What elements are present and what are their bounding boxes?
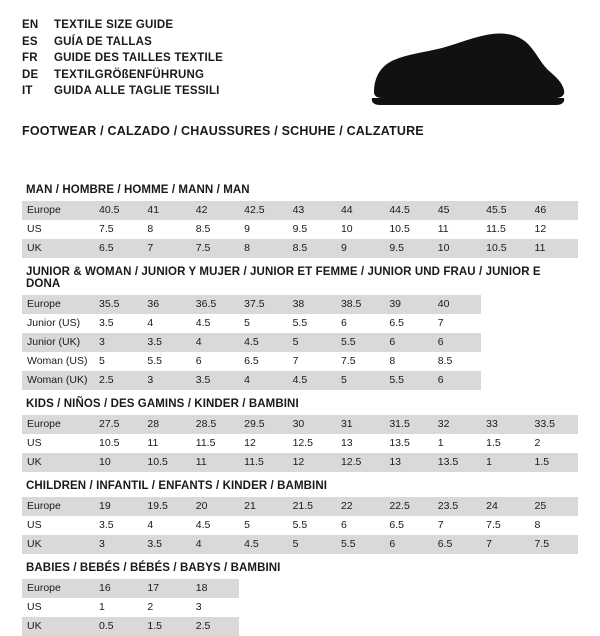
empty-cell — [530, 617, 578, 636]
language-row — [22, 68, 223, 84]
size-cell: 30 — [288, 415, 336, 434]
size-cell: 16 — [94, 579, 142, 598]
table-row — [22, 239, 578, 258]
empty-cell — [433, 617, 481, 636]
table-row — [22, 295, 578, 314]
document-header — [22, 16, 578, 110]
row-label: Junior (UK) — [22, 333, 94, 352]
size-section — [22, 180, 578, 258]
size-cell: 21 — [239, 497, 287, 516]
empty-cell — [288, 617, 336, 636]
language-title: GUIDE DES TAILLES TEXTILE — [54, 52, 223, 64]
size-cell: 33 — [481, 415, 529, 434]
size-cell: 7 — [481, 535, 529, 554]
size-cell: 4 — [191, 333, 239, 352]
size-cell: 45 — [433, 201, 481, 220]
row-label: UK — [22, 535, 94, 554]
size-cell: 38.5 — [336, 295, 384, 314]
size-cell: 5 — [239, 516, 287, 535]
size-cell: 12 — [530, 220, 578, 239]
empty-cell — [530, 579, 578, 598]
size-cell: 5.5 — [288, 314, 336, 333]
size-cell: 7 — [288, 352, 336, 371]
empty-cell — [530, 371, 578, 390]
row-label: Europe — [22, 497, 94, 516]
row-label: Europe — [22, 201, 94, 220]
size-cell: 13 — [336, 434, 384, 453]
size-cell: 6.5 — [239, 352, 287, 371]
size-cell: 4 — [191, 535, 239, 554]
size-cell: 8 — [142, 220, 190, 239]
size-cell: 11.5 — [191, 434, 239, 453]
empty-cell — [481, 352, 529, 371]
size-cell: 5.5 — [384, 371, 432, 390]
table-row — [22, 352, 578, 371]
size-cell: 9 — [336, 239, 384, 258]
size-cell: 42.5 — [239, 201, 287, 220]
size-cell: 36.5 — [191, 295, 239, 314]
language-code: ES — [22, 35, 38, 48]
empty-cell — [530, 352, 578, 371]
row-label: UK — [22, 453, 94, 472]
size-cell: 18 — [191, 579, 239, 598]
size-cell: 44.5 — [384, 201, 432, 220]
section-title: KIDS / NIÑOS / DES GAMINS / KINDER / BAMBINI — [26, 398, 299, 410]
row-label: US — [22, 598, 94, 617]
empty-cell — [336, 598, 384, 617]
size-cell: 3.5 — [94, 314, 142, 333]
size-section — [22, 262, 578, 390]
size-cell: 4 — [142, 516, 190, 535]
table-row — [22, 201, 578, 220]
section-title: MAN / HOMBRE / HOMME / MANN / MAN — [26, 184, 250, 196]
size-cell: 25 — [530, 497, 578, 516]
size-section — [22, 394, 578, 472]
size-cell: 10 — [433, 239, 481, 258]
table-row — [22, 314, 578, 333]
size-cell: 33.5 — [530, 415, 578, 434]
size-table — [22, 579, 578, 636]
row-label: Junior (US) — [22, 314, 94, 333]
section-title: JUNIOR & WOMAN / JUNIOR Y MUJER / JUNIOR ET FEMME / JUNIOR UND FRAU / JUNIOR E DONA — [26, 266, 541, 290]
size-cell: 42 — [191, 201, 239, 220]
size-cell: 6.5 — [94, 239, 142, 258]
size-cell: 1 — [433, 434, 481, 453]
size-cell: 4.5 — [191, 516, 239, 535]
empty-cell — [384, 579, 432, 598]
size-cell: 8.5 — [288, 239, 336, 258]
language-code: DE — [22, 68, 39, 81]
size-cell: 7.5 — [94, 220, 142, 239]
language-row — [22, 18, 223, 34]
language-row — [22, 35, 223, 51]
table-row — [22, 516, 578, 535]
language-code: EN — [22, 19, 39, 31]
size-cell: 5 — [288, 535, 336, 554]
size-cell: 19 — [94, 497, 142, 516]
category-line: FOOTWEAR / CALZADO / CHAUSSURES / SCHUHE / CALZATURE — [22, 124, 424, 138]
language-title: GUÍA DE TALLAS — [54, 35, 152, 48]
size-cell: 10.5 — [94, 434, 142, 453]
size-sections — [22, 180, 578, 636]
size-cell: 1.5 — [530, 453, 578, 472]
size-cell: 13 — [384, 453, 432, 472]
size-section — [22, 558, 578, 636]
empty-cell — [336, 579, 384, 598]
size-cell: 6 — [191, 352, 239, 371]
table-row — [22, 535, 578, 554]
size-cell: 4.5 — [239, 333, 287, 352]
size-cell: 12.5 — [336, 453, 384, 472]
size-cell: 1.5 — [142, 617, 190, 636]
table-row — [22, 598, 578, 617]
size-cell: 5 — [288, 333, 336, 352]
size-cell: 5.5 — [142, 352, 190, 371]
empty-cell — [530, 598, 578, 617]
size-cell: 3.5 — [142, 535, 190, 554]
size-cell: 10 — [94, 453, 142, 472]
size-cell: 8 — [530, 516, 578, 535]
size-cell: 8 — [384, 352, 432, 371]
size-cell: 9.5 — [384, 239, 432, 258]
size-cell: 8 — [239, 239, 287, 258]
table-row — [22, 579, 578, 598]
size-cell: 11 — [142, 434, 190, 453]
language-row — [22, 84, 223, 100]
empty-cell — [481, 333, 529, 352]
size-cell: 5.5 — [336, 535, 384, 554]
table-row — [22, 453, 578, 472]
size-cell: 4.5 — [239, 535, 287, 554]
size-cell: 1 — [94, 598, 142, 617]
size-table — [22, 497, 578, 554]
size-cell: 6 — [433, 371, 481, 390]
size-cell: 4.5 — [288, 371, 336, 390]
size-cell: 10.5 — [142, 453, 190, 472]
empty-cell — [530, 333, 578, 352]
size-cell: 31 — [336, 415, 384, 434]
size-cell: 6 — [433, 333, 481, 352]
size-cell: 3 — [191, 598, 239, 617]
row-label: Europe — [22, 295, 94, 314]
size-cell: 7 — [433, 516, 481, 535]
size-cell: 20 — [191, 497, 239, 516]
size-cell: 22 — [336, 497, 384, 516]
size-cell: 9.5 — [288, 220, 336, 239]
empty-cell — [384, 617, 432, 636]
size-cell: 22.5 — [384, 497, 432, 516]
size-cell: 28.5 — [191, 415, 239, 434]
table-row — [22, 497, 578, 516]
empty-cell — [239, 598, 287, 617]
size-table — [22, 295, 578, 390]
size-cell: 3.5 — [191, 371, 239, 390]
empty-cell — [530, 295, 578, 314]
size-cell: 46 — [530, 201, 578, 220]
empty-cell — [481, 295, 529, 314]
section-title: BABIES / BEBÉS / BÉBÉS / BABYS / BAMBINI — [26, 562, 281, 574]
language-code: IT — [22, 85, 33, 97]
size-cell: 3.5 — [142, 333, 190, 352]
row-label: Woman (UK) — [22, 371, 94, 390]
size-cell: 3 — [94, 333, 142, 352]
row-label: UK — [22, 239, 94, 258]
size-cell: 6.5 — [384, 516, 432, 535]
size-cell: 27.5 — [94, 415, 142, 434]
size-cell: 5.5 — [336, 333, 384, 352]
size-cell: 6 — [384, 333, 432, 352]
row-label: US — [22, 220, 94, 239]
size-cell: 40 — [433, 295, 481, 314]
size-cell: 9 — [239, 220, 287, 239]
language-code: FR — [22, 52, 38, 64]
size-cell: 7 — [142, 239, 190, 258]
size-cell: 6 — [336, 314, 384, 333]
empty-cell — [239, 617, 287, 636]
size-cell: 7.5 — [336, 352, 384, 371]
size-cell: 11 — [191, 453, 239, 472]
language-title: GUIDA ALLE TAGLIE TESSILI — [54, 85, 220, 97]
size-cell: 2 — [530, 434, 578, 453]
size-cell: 10 — [336, 220, 384, 239]
size-cell: 44 — [336, 201, 384, 220]
size-cell: 7.5 — [481, 516, 529, 535]
size-cell: 11.5 — [481, 220, 529, 239]
size-cell: 6.5 — [384, 314, 432, 333]
size-cell: 11.5 — [239, 453, 287, 472]
size-cell: 1.5 — [481, 434, 529, 453]
empty-cell — [481, 579, 529, 598]
size-cell: 8.5 — [191, 220, 239, 239]
language-row — [22, 51, 223, 67]
row-label: Woman (US) — [22, 352, 94, 371]
row-label: Europe — [22, 415, 94, 434]
size-cell: 8.5 — [433, 352, 481, 371]
size-cell: 35.5 — [94, 295, 142, 314]
language-title: TEXTILGRÖßENFÜHRUNG — [54, 68, 205, 81]
size-cell: 4 — [142, 314, 190, 333]
size-cell: 45.5 — [481, 201, 529, 220]
empty-cell — [433, 579, 481, 598]
size-cell: 29.5 — [239, 415, 287, 434]
size-cell: 1 — [481, 453, 529, 472]
size-cell: 40.5 — [94, 201, 142, 220]
size-cell: 39 — [384, 295, 432, 314]
empty-cell — [384, 598, 432, 617]
size-cell: 0.5 — [94, 617, 142, 636]
table-row — [22, 415, 578, 434]
empty-cell — [433, 598, 481, 617]
size-cell: 12 — [288, 453, 336, 472]
size-cell: 24 — [481, 497, 529, 516]
size-cell: 4 — [239, 371, 287, 390]
size-cell: 17 — [142, 579, 190, 598]
size-cell: 38 — [288, 295, 336, 314]
size-table — [22, 415, 578, 472]
section-title: CHILDREN / INFANTIL / ENFANTS / KINDER / BAMBINI — [26, 480, 328, 492]
empty-cell — [481, 617, 529, 636]
empty-cell — [481, 371, 529, 390]
size-cell: 23.5 — [433, 497, 481, 516]
size-cell: 37.5 — [239, 295, 287, 314]
size-cell: 10.5 — [481, 239, 529, 258]
size-cell: 2.5 — [191, 617, 239, 636]
size-cell: 4.5 — [191, 314, 239, 333]
size-cell: 13.5 — [433, 453, 481, 472]
size-cell: 6 — [384, 535, 432, 554]
size-cell: 12.5 — [288, 434, 336, 453]
dress-shoe-icon — [368, 32, 568, 110]
size-cell: 6.5 — [433, 535, 481, 554]
size-cell: 36 — [142, 295, 190, 314]
empty-cell — [336, 617, 384, 636]
size-cell: 2.5 — [94, 371, 142, 390]
size-cell: 7.5 — [191, 239, 239, 258]
empty-cell — [239, 579, 287, 598]
row-label: US — [22, 434, 94, 453]
size-cell: 5 — [336, 371, 384, 390]
size-cell: 12 — [239, 434, 287, 453]
size-cell: 7 — [433, 314, 481, 333]
empty-cell — [481, 314, 529, 333]
row-label: UK — [22, 617, 94, 636]
language-title-list — [22, 16, 223, 100]
size-cell: 11 — [433, 220, 481, 239]
size-cell: 7.5 — [530, 535, 578, 554]
size-cell: 3.5 — [94, 516, 142, 535]
size-table — [22, 201, 578, 258]
row-label: US — [22, 516, 94, 535]
size-cell: 3 — [94, 535, 142, 554]
size-cell: 5.5 — [288, 516, 336, 535]
table-row — [22, 333, 578, 352]
table-row — [22, 434, 578, 453]
size-cell: 32 — [433, 415, 481, 434]
empty-cell — [530, 314, 578, 333]
size-cell: 2 — [142, 598, 190, 617]
size-cell: 31.5 — [384, 415, 432, 434]
size-cell: 41 — [142, 201, 190, 220]
size-cell: 3 — [142, 371, 190, 390]
empty-cell — [288, 598, 336, 617]
size-cell: 5 — [239, 314, 287, 333]
size-cell: 19.5 — [142, 497, 190, 516]
size-cell: 43 — [288, 201, 336, 220]
size-cell: 28 — [142, 415, 190, 434]
size-cell: 10.5 — [384, 220, 432, 239]
language-title: TEXTILE SIZE GUIDE — [54, 19, 174, 31]
size-section — [22, 476, 578, 554]
empty-cell — [481, 598, 529, 617]
size-cell: 5 — [94, 352, 142, 371]
table-row — [22, 617, 578, 636]
table-row — [22, 220, 578, 239]
empty-cell — [288, 579, 336, 598]
size-cell: 6 — [336, 516, 384, 535]
size-cell: 13.5 — [384, 434, 432, 453]
table-row — [22, 371, 578, 390]
size-cell: 11 — [530, 239, 578, 258]
row-label: Europe — [22, 579, 94, 598]
size-cell: 21.5 — [288, 497, 336, 516]
